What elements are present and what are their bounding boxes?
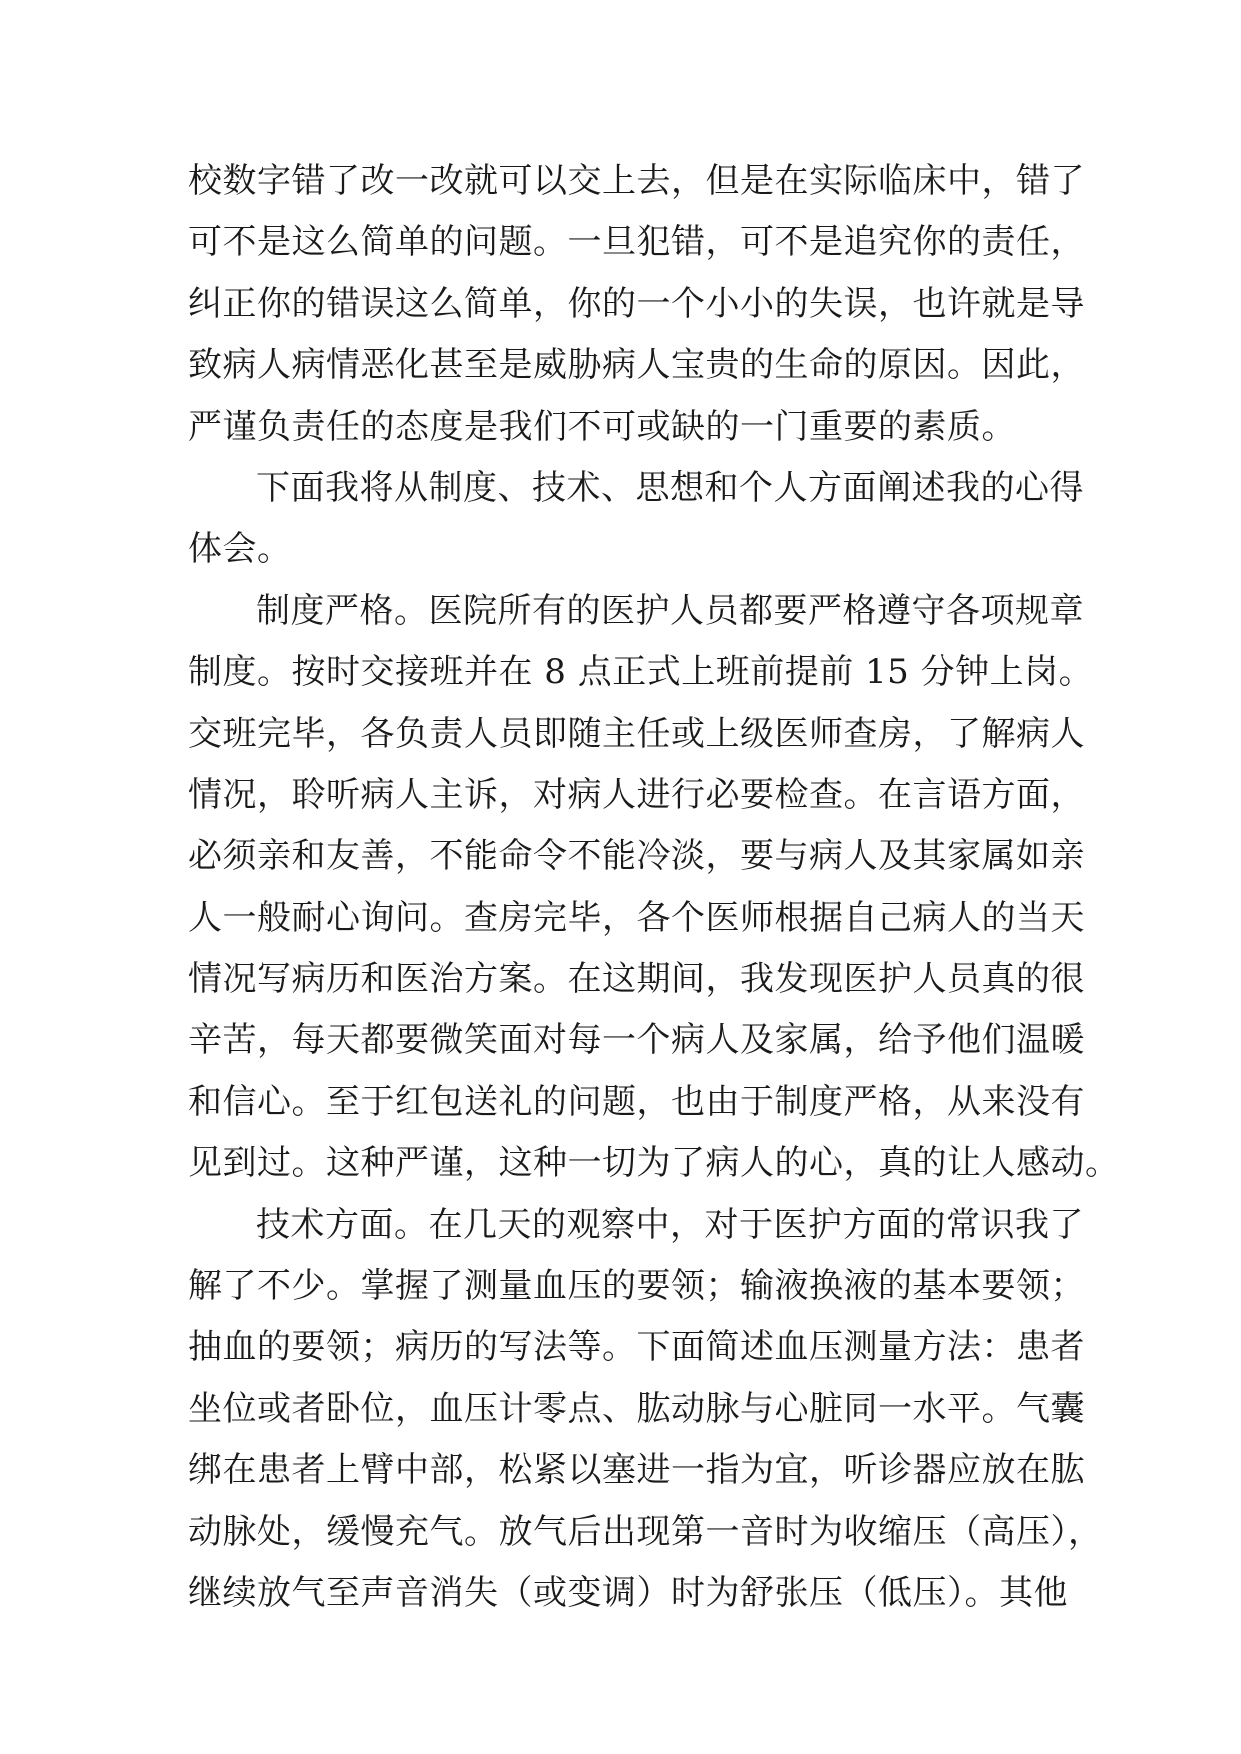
text-line: 严谨负责任的态度是我们不可或缺的一门重要的素质。	[188, 406, 1016, 447]
text-line: 和信心。至于红包送礼的问题，也由于制度严格，从来没有	[188, 1081, 1085, 1122]
text-line: 辛苦，每天都要微笑面对每一个病人及家属，给予他们温暖	[188, 1020, 1085, 1061]
paragraph-start-line: 制度严格。医院所有的医护人员都要严格遵守各项规章	[256, 590, 1084, 631]
text-line: 必须亲和友善，不能命令不能冷淡，要与病人及其家属如亲	[188, 836, 1085, 877]
text-line: 交班完毕，各负责人员即随主任或上级医师查房，了解病人	[188, 713, 1085, 754]
text-line: 动脉处，缓慢充气。放气后出现第一音时为收缩压（高压），	[188, 1511, 1103, 1552]
text-line: 可不是这么简单的问题。一旦犯错，可不是追究你的责任，	[188, 222, 1085, 263]
text-line: 继续放气至声音消失（或变调）时为舒张压（低压）。其他	[188, 1572, 1068, 1613]
text-line: 情况写病历和医治方案。在这期间，我发现医护人员真的很	[188, 959, 1085, 1000]
text-line: 情况，聆听病人主诉，对病人进行必要检查。在言语方面，	[188, 774, 1085, 815]
body-text	[188, 151, 1120, 1624]
text-line: 坐位或者卧位，血压计零点、肱动脉与心脏同一水平。气囊	[188, 1388, 1085, 1429]
text-line: 人一般耐心询问。查房完毕，各个医师根据自己病人的当天	[188, 897, 1085, 938]
paragraph-start-line: 技术方面。在几天的观察中，对于医护方面的常识我了	[256, 1204, 1084, 1245]
text-line: 绑在患者上臂中部，松紧以塞进一指为宜，听诊器应放在肱	[188, 1450, 1085, 1491]
text-line: 抽血的要领；病历的写法等。下面简述血压测量方法：患者	[188, 1327, 1085, 1368]
text-line: 致病人病情恶化甚至是威胁病人宝贵的生命的原因。因此，	[188, 345, 1085, 386]
text-line: 见到过。这种严谨，这种一切为了病人的心，真的让人感动。	[188, 1143, 1120, 1184]
text-line: 解了不少。掌握了测量血压的要领；输液换液的基本要领；	[188, 1266, 1085, 1307]
text-line: 体会。	[188, 529, 292, 570]
text-line: 纠正你的错误这么简单，你的一个小小的失误，也许就是导	[188, 283, 1085, 324]
text-line: 校数字错了改一改就可以交上去，但是在实际临床中，错了	[188, 161, 1085, 201]
paragraph-start-line: 下面我将从制度、技术、思想和个人方面阐述我的心得	[256, 467, 1084, 508]
text-line: 制度。按时交接班并在 8 点正式上班前提前 15 分钟上岗。	[188, 652, 1094, 693]
